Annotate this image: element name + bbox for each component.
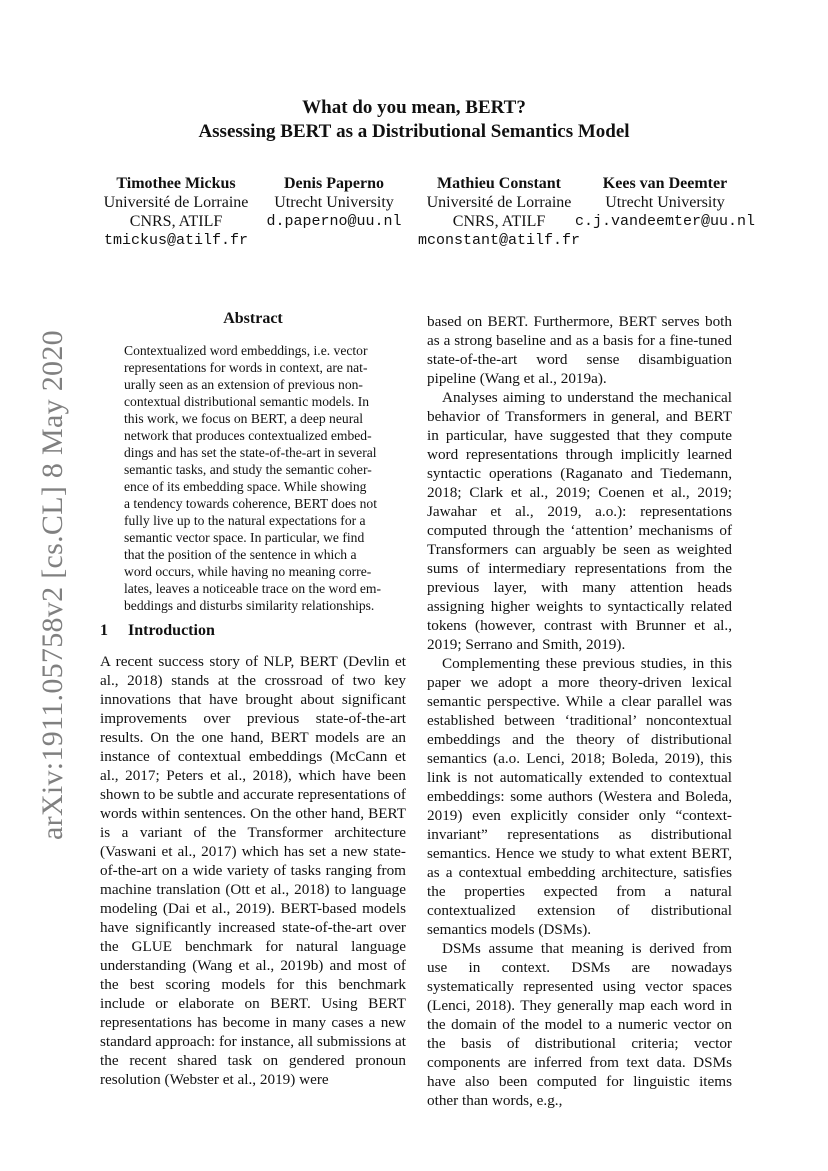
abstract-line: contextual distributional semantic models. In (124, 394, 370, 409)
abstract-line: this work, we focus on BERT, a deep neural (124, 411, 364, 426)
author-name: Kees van Deemter (602, 175, 728, 192)
abstract-line: ence of its embedding space. While showing (124, 479, 367, 494)
abstract-line: semantic tasks, and study the semantic coher- (124, 462, 372, 477)
arxiv-stamp: arXiv:1911.05758v2 [cs.CL] 8 May 2020 (36, 330, 69, 840)
abstract-line: word occurs, while having no meaning corre- (124, 564, 372, 579)
abstract-line: semantic vector space. In particular, we find (124, 530, 365, 545)
abstract-line: representations for words in context, are nat- (124, 360, 368, 375)
abstract-line: dings and has set the state-of-the-art in several (124, 445, 377, 460)
paper-title (0, 96, 828, 144)
abstract-line: urally seen as an extension of previous non- (124, 377, 363, 392)
body-paragraph: DSMs assume that meaning is derived from use in context. DSMs are nowadays systematically represented using vector spaces (Lenci, 2018). They generally map each word in the domain of the model to a numeric vector on the basis of distributional criteria; vector components are inferred from text data. DSMs have also been computed for linguistic items other than words, e.g., (427, 940, 732, 1109)
abstract-line: network that produces contextualized embed- (124, 428, 372, 443)
right-column (427, 312, 732, 1110)
abstract-line: Contextualized word embeddings, i.e. vector (124, 343, 368, 358)
abstract-line: lates, leaves a noticeable trace on the word em- (124, 581, 382, 596)
author-email[interactable]: d.paperno@uu.nl (266, 213, 402, 230)
author-block-2 (256, 174, 412, 231)
body-paragraph: Complementing these previous studies, in this paper we adopt a more theory-driven lexical semantic perspective. While a clear parallel was established between ‘traditional’ noncontextual embeddings and the theory of distributional semantics (a.o. Lenci, 2018; Boleda, 2019), this link is not automatically extended to contextual embeddings: some authors (Westera and Boleda, 2019) even explicitly consider only “context-invariant” representations as distributional semantics. Hence we study to what extent BERT, as a contextual embedding architecture, satisfies the properties expected from a natural contextualized extension of distributional semantics models (DSMs). (427, 655, 732, 938)
title-line-2: Assessing BERT as a Distributional Semantics Model (198, 121, 630, 142)
author-affiliation: Utrecht University (274, 194, 394, 211)
abstract-line: beddings and disturbs similarity relationships. (124, 598, 375, 613)
abstract-body (124, 342, 382, 614)
body-paragraph: based on BERT. Furthermore, BERT serves both as a strong baseline and as a basis for a fine-tuned state-of-the-art word sense disambiguation pipeline (Wang et al., 2019a). (427, 313, 732, 387)
author-affiliation: Utrecht University (605, 194, 725, 211)
intro-paragraph: A recent success story of NLP, BERT (Devlin et al., 2018) stands at the crossroad of two key innovations that have brought about significant improvements over previous state-of-the-art results. On the one hand, BERT models are an instance of contextual embeddings (McCann et al., 2017; Peters et al., 2018), which have been shown to be subtle and accurate representations of words within sentences. On the other hand, BERT is a variant of the Transformer architecture (Vaswani et al., 2017) which has set a new state-of-the-art on a wide variety of tasks ranging from machine translation (Ott et al., 2018) to language modeling (Dai et al., 2019). BERT-based models have significantly increased state-of-the-art over the GLUE benchmark for natural language understanding (Wang et al., 2019b) and most of the best scoring models for this benchmark include or elaborate on BERT. Using BERT representations has become in many cases a new standard approach: for instance, all submissions at the recent shared task on gendered pronoun resolution (Webster et al., 2019) were (100, 653, 406, 1088)
author-name: Denis Paperno (284, 175, 384, 192)
author-name: Mathieu Constant (436, 175, 561, 192)
author-email[interactable]: mconstant@atilf.fr (417, 232, 581, 249)
intro-left-column (100, 652, 406, 1089)
title-line-1: What do you mean, BERT? (302, 97, 526, 118)
author-block-1 (88, 174, 264, 250)
section-heading (100, 622, 215, 640)
abstract-line: fully live up to the natural expectations for a (124, 513, 366, 528)
author-affiliation: Université de Lorraine (103, 194, 249, 211)
author-affiliation: Université de Lorraine (426, 194, 572, 211)
abstract-heading: Abstract (223, 310, 283, 327)
author-block-4 (562, 174, 768, 231)
author-email[interactable]: tmickus@atilf.fr (103, 232, 249, 249)
author-email[interactable]: c.j.vandeemter@uu.nl (574, 213, 756, 230)
abstract-line: a tendency towards coherence, BERT does not (124, 496, 377, 511)
abstract-line: that the position of the sentence in which a (124, 547, 357, 562)
section-number: 1 (100, 622, 108, 639)
author-affiliation: CNRS, ATILF (452, 213, 546, 230)
author-affiliation: CNRS, ATILF (129, 213, 223, 230)
section-title: Introduction (128, 622, 215, 639)
body-paragraph: Analyses aiming to understand the mechanical behavior of Transformers in general, and BERT in particular, have suggested that they compute word representations through implicitly learned syntactic operations (Raganato and Tiedemann, 2018; Clark et al., 2019; Coenen et al., 2019; Jawahar et al., 2019, a.o.): representations computed through the ‘attention’ mechanisms of Transformers can arguably be seen as weighted sums of intermediary representations from the previous layer, with many attention heads assigning higher weights to syntactically related tokens (however, contrast with Brunner et al., 2019; Serrano and Smith, 2019). (427, 389, 732, 653)
author-name: Timothee Mickus (116, 175, 236, 192)
